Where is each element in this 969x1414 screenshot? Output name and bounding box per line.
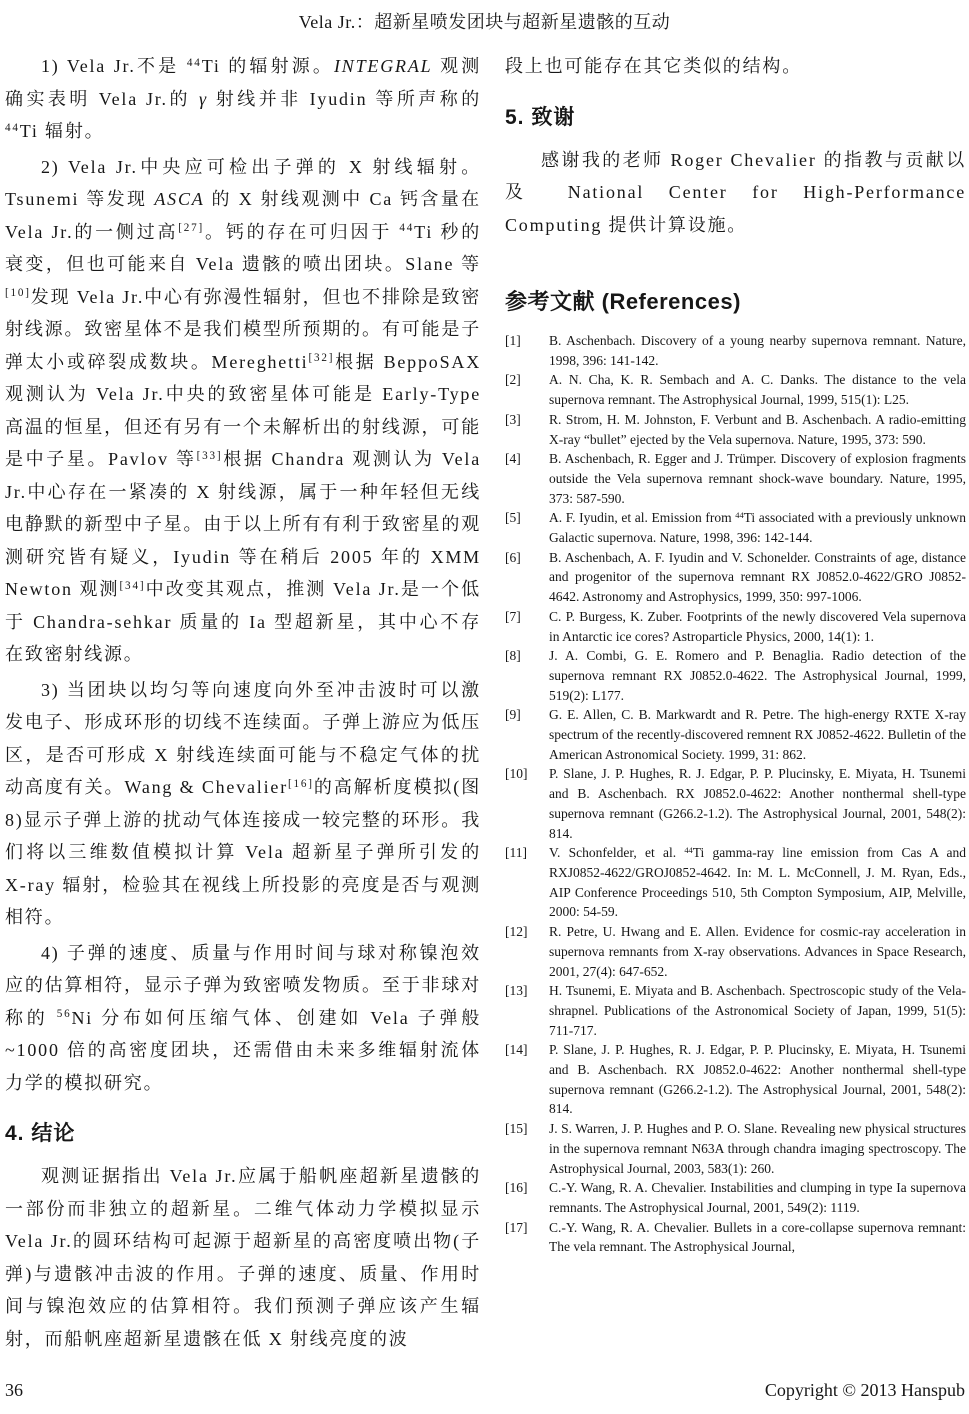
reference-text: A. F. Iyudin, et al. Emission from $^{44}$Ti associated with a previously unknown Galactic supernova. Nature, 1998, 396: 142-144. [549,510,966,546]
reference-text: B. Aschenbach, R. Egger and J. Trümper. Discovery of explosion fragments outside the Vela supernova remnant shock-wave boundary. Nature, 1995, 373: 587-590. [549,451,966,506]
reference-item [505,705,966,764]
reference-number: [10] [505,766,528,782]
reference-item [505,646,966,705]
body-paragraph: 观测证据指出 Vela Jr.应属于船帆座超新星遗骸的一部份而非独立的超新星。二维气体动力学模拟显示 Vela Jr.的圆环结构可起源于超新星的高密度喷出物(子弹)与遗骸冲击波的作用。子弹的速度、质量、作用时间与镍泡效应的估算相符。我们预测子弹应该产生辐射，而船帆座超新星遗骸在低 X 射线亮度的波 [5,1166,481,1349]
right-column [505,50,966,1257]
reference-number: [14] [505,1042,528,1058]
body-paragraph: 感谢我的老师 Roger Chevalier 的指教与贡献以及 National Center for High-Performance Computing 提供计算设施。 [505,149,966,235]
reference-text: P. Slane, J. P. Hughes, R. J. Edgar, P. P. Plucinsky, E. Miyata, H. Tsunemi and B. Aschenbach. RX J0852.0-4622: Another nonthermal shell-type supernova remnant (G266.2-1.2). The Astrophysical Journal, 2001, 548(2): 814. [549,766,966,841]
reference-item [505,922,966,981]
reference-item [505,1178,966,1217]
reference-item [505,331,966,370]
reference-text: P. Slane, J. P. Hughes, R. J. Edgar, P. P. Plucinsky, E. Miyata, H. Tsunemi and B. Aschenbach. RX J0852.0-4622: Another nonthermal shell-type supernova remnant (G266.2-1.2). The Astrophysical Journal, 2001, 548(2): 814. [549,1042,966,1117]
reference-text: J. A. Combi, G. E. Romero and P. Benaglia. Radio detection of the supernova remnant RX J0852.0-4622. The Astrophysical Journal, 1999, 519(2): L177. [549,648,966,703]
reference-number: [9] [505,707,521,723]
reference-number: [2] [505,372,521,388]
reference-text: V. Schonfelder, et al. $^{44}$Ti gamma-ray line emission from Cas A and RXJ0852-4622/GROJ0852-4642. In: M. L. McConnell, J. M. Ryan, Eds., AIP Conference Proceedings 510, 5th Compton Symposium, AIP, Melville, 2000: 54-59. [549,845,966,920]
reference-item [505,607,966,646]
body-paragraph: 4) 子弹的速度、质量与作用时间与球对称镍泡效应的估算相符，显示子弹为致密喷发物质。至于非球对称的 $^{56}$Ni 分布如何压缩气体、创建如 Vela 子弹般~1000 倍的高密度团块，还需借由未来多维辐射流体力学的模拟研究。 [5,942,481,1093]
reference-number: [11] [505,845,527,861]
page-footer [5,1380,965,1401]
reference-text: H. Tsunemi, E. Miyata and B. Aschenbach. Spectroscopic study of the Vela-shrapnel. Publications of the Astronomical Society of Japan, 1999, 51(5): 711-717. [549,983,966,1038]
reference-item [505,764,966,843]
reference-text: B. Aschenbach. Discovery of a young nearby supernova remnant. Nature, 1998, 396: 141-142. [549,333,966,368]
body-paragraph: 2) Vela Jr.中央应可检出子弹的 X 射线辐射。Tsunemi 等发现 ASCA 的 X 射线观测中 Ca 钙含量在 Vela Jr.的一侧过高[27]。钙的存在可归因于 $^{44}$Ti 秒的衰变，但也可能来自 Vela 遗骸的喷出团块。Slane 等[10]发现 Vela Jr.中心有弥漫性辐射，但也不排除是致密射线源。致密星体不是我们模型所预期的。有可能是子弹太小或碎裂成数块。Mereghetti[32]根据 BeppoSAX 观测认为 Vela Jr.中央的致密星体可能是 Early-Type 高温的恒星，但还有另有一个未解析出的射线源，可能是中子星。Pavlov 等[33]根据 Chandra 观测认为 Vela Jr.中心存在一紧凑的 X 射线源，属于一种年轻但无线电静默的新型中子星。由于以上所有有利于致密星的观测研究皆有疑义，Iyudin 等在稍后 2005 年的 XMM Newton 观测[34]中改变其观点，推测 Vela Jr.是一个低于 Chandra-sehkar 质量的 Ia 型超新星，其中心不存在致密射线源。 [5,156,482,664]
reference-number: [3] [505,411,521,427]
reference-text: R. Petre, U. Hwang and E. Allen. Evidence for cosmic-ray acceleration in supernova remnants from X-ray observations. Advances in Space Research, 2001, 27(4): 647-652. [549,924,966,979]
body-paragraph: 3) 当团块以均匀等向速度向外至冲击波时可以激发电子、形成环形的切线不连续面。子弹上游应为低压区，是否可形成 X 射线连续面可能与不稳定气体的扰动高度有关。Wang & Chevalier[16]的高解析度模拟(图 8)显示子弹上游的扰动气体连接成一较完整的环形。我们将以三维数值模拟计算 Vela 超新星子弹所引发的 X-ray 辐射，检验其在视线上所投影的亮度是否与观测相符。 [5,679,481,927]
section-heading: 4. 结论 [5,1122,76,1145]
reference-number: [6] [505,549,521,565]
reference-item [505,548,966,607]
reference-text: C.-Y. Wang, R. A. Chevalier. Instabilities and clumping in type Ia supernova remnants. The Astrophysical Journal, 2001, 549(2): 1119. [549,1180,966,1215]
left-column [5,50,481,1358]
reference-item [505,410,966,449]
reference-item [505,449,966,508]
body-paragraph: 1) Vela Jr.不是 $^{44}$Ti 的辐射源。INTEGRAL 观测确实表明 Vela Jr.的 γ 射线并非 Iyudin 等所声称的 $^{44}$Ti 辐射。 [5,56,482,141]
reference-item [505,508,966,547]
section-heading: 5. 致谢 [505,105,576,129]
reference-number: [4] [505,451,521,467]
page-number: 36 [5,1380,23,1400]
reference-number: [7] [505,608,521,624]
references-list [505,331,966,1257]
references-heading: 参考文献 (References) [505,289,741,314]
reference-number: [1] [505,333,521,348]
reference-text: J. S. Warren, J. P. Hughes and P. O. Slane. Revealing new physical structures in the supernova remnant N63A through chandra imaging spectroscopy. The Astrophysical Journal, 2003, 583(1): 260. [549,1121,966,1176]
body-paragraph: 段上也可能存在其它类似的结构。 [505,56,802,76]
reference-text: R. Strom, H. M. Johnston, F. Verbunt and B. Aschenbach. A radio-emitting X-ray “bullet” ejected by the Vela supernova. Nature, 1995, 373: 590. [549,411,966,447]
reference-number: [8] [505,648,521,664]
reference-text: G. E. Allen, C. B. Markwardt and R. Petre. The high-energy RXTE X-ray spectrum of the recently-discovered remnent RX J0852-4622. Bulletin of the American Astronomical Society. 1999, 31: 862. [549,707,966,762]
copyright-notice: Copyright © 2013 Hanspub [764,1380,965,1400]
reference-number: [17] [505,1219,528,1235]
reference-text: B. Aschenbach, A. F. Iyudin and V. Schonelder. Constraints of age, distance and progenitor of the supernova remnant RX J0852.0-4622/GRO J0852-4642. Astronomy and Astrophysics, 1999, 350: 997-1006. [549,549,966,605]
reference-item [505,1040,966,1119]
reference-item [505,370,966,409]
reference-text: C. P. Burgess, K. Zuber. Footprints of the newly discovered Vela supernova in Antarctic ice cores? Astroparticle Physics, 2000, 14(1): 1. [549,608,966,644]
reference-text: A. N. Cha, K. R. Sembach and A. C. Danks. The distance to the vela supernova remnant. The Astrophysical Journal, 1999, 515(1): L25. [549,372,966,408]
reference-item [505,1218,966,1257]
reference-number: [5] [505,510,521,526]
reference-text: C.-Y. Wang, R. A. Chevalier. Bullets in a core-collapse supernova remnant: The vela remnant. The Astrophysical Journal, [549,1219,966,1255]
reference-number: [15] [505,1121,528,1137]
reference-item [505,1119,966,1178]
reference-number: [12] [505,924,528,940]
page-header-title: Vela Jr.：超新星喷发团块与超新星遗骸的互动 [298,12,671,32]
reference-number: [16] [505,1180,528,1196]
reference-item [505,843,966,922]
reference-item [505,981,966,1040]
reference-number: [13] [505,983,528,999]
